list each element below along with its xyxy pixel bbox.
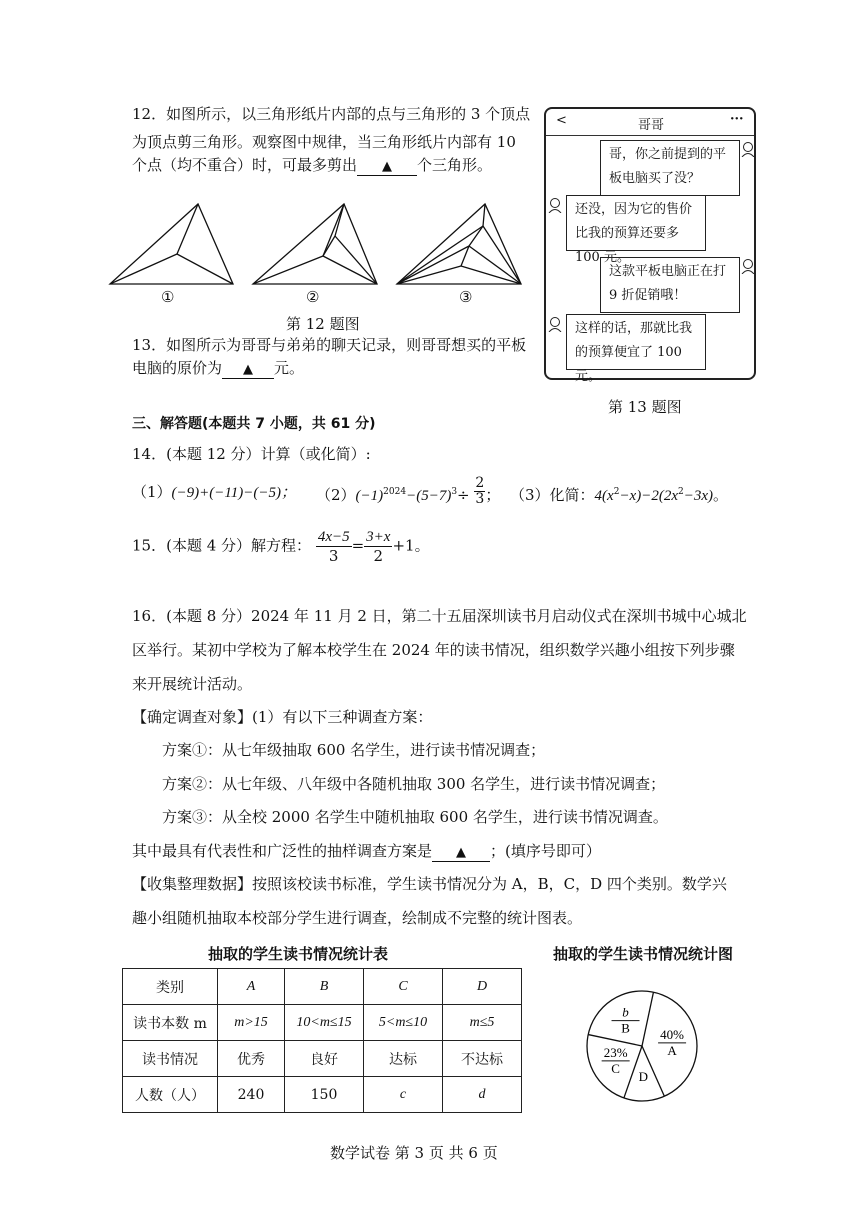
q12-figure-caption: 第 12 题图: [286, 315, 360, 333]
chat-window: [544, 107, 756, 384]
q16-line-3: 来开展统计活动。: [132, 675, 253, 693]
q12-line-3: [132, 155, 492, 176]
figure-label-1: ①: [161, 288, 175, 306]
table-cell: 240: [218, 1077, 285, 1113]
table-cell: 人数（人）: [123, 1077, 218, 1113]
pie-label-c: C: [611, 1060, 620, 1076]
pie-label-b: B: [621, 1020, 630, 1036]
chat-title: 哥哥: [638, 118, 665, 133]
q14-part-3: （3）化简：$4(x^2-x)-2(2x^2-3x)$。: [510, 486, 729, 504]
table-cell: m≤5: [443, 1005, 522, 1041]
figure-label-2: ②: [306, 288, 320, 306]
q16-line-10: 趣小组随机抽取本校部分学生进行调查，绘制成不完整的统计图表。: [132, 909, 583, 927]
table-cell: 10<m≤15: [285, 1005, 364, 1041]
q12-answer-blank: ▲: [357, 157, 417, 176]
pie-chart: [572, 990, 714, 1104]
table-cell: 达标: [364, 1041, 443, 1077]
q12-text-post: 个三角形。: [417, 156, 493, 174]
table-cell: m>15: [218, 1005, 285, 1041]
q14-header: 14．(本题 12 分）计算（或化简）:: [132, 445, 371, 463]
q16-plan-3: 方案③：从全校 2000 名学生中随机抽取 600 名学生，进行读书情况调查。: [162, 808, 668, 826]
pie-value-a: 40%: [660, 1026, 685, 1042]
table-cell: d: [443, 1077, 522, 1113]
q12-line-2: 为顶点剪三角形。观察图中规律，当三角形纸片内部有 10: [132, 133, 516, 151]
q13-text-post: 元。: [274, 359, 305, 377]
figure-2-triangle: [253, 204, 377, 284]
avatar-icon: [547, 316, 563, 332]
table-cell: 5<m≤10: [364, 1005, 443, 1041]
q16-line-4: 【确定调查对象】(1）有以下三种调查方案：: [132, 708, 433, 726]
q14-part-1: （1）(−9)+(−11)−(−5)；: [132, 483, 297, 501]
table-cell: 读书情况: [123, 1041, 218, 1077]
reading-stat-table: [122, 968, 522, 1113]
table-row: [123, 969, 522, 1005]
chart-title: 抽取的学生读书情况统计图: [553, 945, 734, 963]
table-header-cell: 类别: [123, 969, 218, 1005]
avatar-icon: [547, 197, 563, 213]
more-options-icon[interactable]: ···: [730, 112, 744, 127]
back-arrow-icon[interactable]: <: [556, 113, 567, 128]
q15-line: 15．(本题 4 分）解方程： $\frac{4x-5}{3}$ = $\frac{3+x}{2}$ +1。: [132, 529, 430, 565]
q14-part-2: $(2)(-1)^{2024}-(5-7)^3\div$ $\frac{2}{3}$ ；: [316, 474, 501, 507]
q16-plan-1: 方案①：从七年级抽取 600 名学生，进行读书情况调查；: [162, 741, 546, 759]
page-footer: 数学试卷 第 3 页 共 6 页: [330, 1144, 498, 1162]
q13-text-pre: 电脑的原价为: [132, 359, 223, 377]
chat-header: [546, 109, 754, 136]
q13-figure-caption: 第 13 题图: [608, 398, 682, 416]
figure-label-3: ③: [459, 288, 473, 306]
pie-label-a: A: [667, 1042, 677, 1058]
chat-message-2: 还没，因为它的售价比我的预算还要多 100 元。: [566, 195, 706, 251]
table-header-cell: D: [443, 969, 522, 1005]
table-header-cell: A: [218, 969, 285, 1005]
table-cell: 优秀: [218, 1041, 285, 1077]
pie-value-b: b: [622, 1004, 629, 1020]
pie-value-c: 23%: [603, 1044, 628, 1060]
q13-answer-blank: ▲: [222, 360, 274, 379]
avatar-icon: [740, 141, 756, 157]
table-row: [123, 1077, 522, 1113]
chat-message-3: 这款平板电脑正在打 9 折促销哦！: [600, 257, 740, 313]
q16-line-8: 其中最具有代表性和广泛性的抽样调查方案是 ▲ ；(填序号即可）: [132, 842, 601, 860]
q12-triangle-figures: [105, 198, 537, 292]
q16-line-9: 【收集整理数据】按照该校读书标准，学生读书情况分为 A，B，C，D 四个类别。数学兴: [132, 875, 727, 893]
q13-line-1: 13．如图所示为哥哥与弟弟的聊天记录，则哥哥想买的平板: [132, 336, 527, 354]
table-header-cell: C: [364, 969, 443, 1005]
q13-line-2: [132, 358, 304, 379]
table-cell: c: [364, 1077, 443, 1113]
q12-text-pre: 个点（均不重合）时，可最多剪出: [132, 156, 358, 174]
q16-answer-blank: ▲: [432, 843, 490, 862]
table-title: 抽取的学生读书情况统计表: [208, 945, 389, 963]
figure-1-triangle: [110, 204, 233, 284]
table-cell: 读书本数 m: [123, 1005, 218, 1041]
avatar-icon: [740, 258, 756, 274]
chat-message-4: 这样的话，那就比我的预算便宜了 100 元。: [566, 314, 706, 370]
table-header-cell: B: [285, 969, 364, 1005]
pie-label-d: D: [638, 1069, 648, 1085]
section-3-heading: 三、解答题(本题共 7 小题，共 61 分): [132, 416, 376, 432]
q16-plan-2: 方案②：从七年级、八年级中各随机抽取 300 名学生，进行读书情况调查；: [162, 775, 666, 793]
table-row: [123, 1041, 522, 1077]
q16-line-2: 区举行。某初中学校为了解本校学生在 2024 年的读书情况，组织数学兴趣小组按下列步骤: [132, 641, 735, 659]
chat-message-1: 哥，你之前提到的平板电脑买了没？: [600, 140, 740, 196]
q12-line-1: 12．如图所示，以三角形纸片内部的点与三角形的 3 个顶点: [132, 105, 531, 123]
pie-slice-a: [642, 992, 653, 1046]
table-cell: 良好: [285, 1041, 364, 1077]
table-cell: 不达标: [443, 1041, 522, 1077]
q16-line-1: 16．(本题 8 分）2024 年 11 月 2 日，第二十五届深圳读书月启动仪式在深圳书城中心城北: [132, 607, 747, 625]
table-row: [123, 1005, 522, 1041]
table-cell: 150: [285, 1077, 364, 1113]
